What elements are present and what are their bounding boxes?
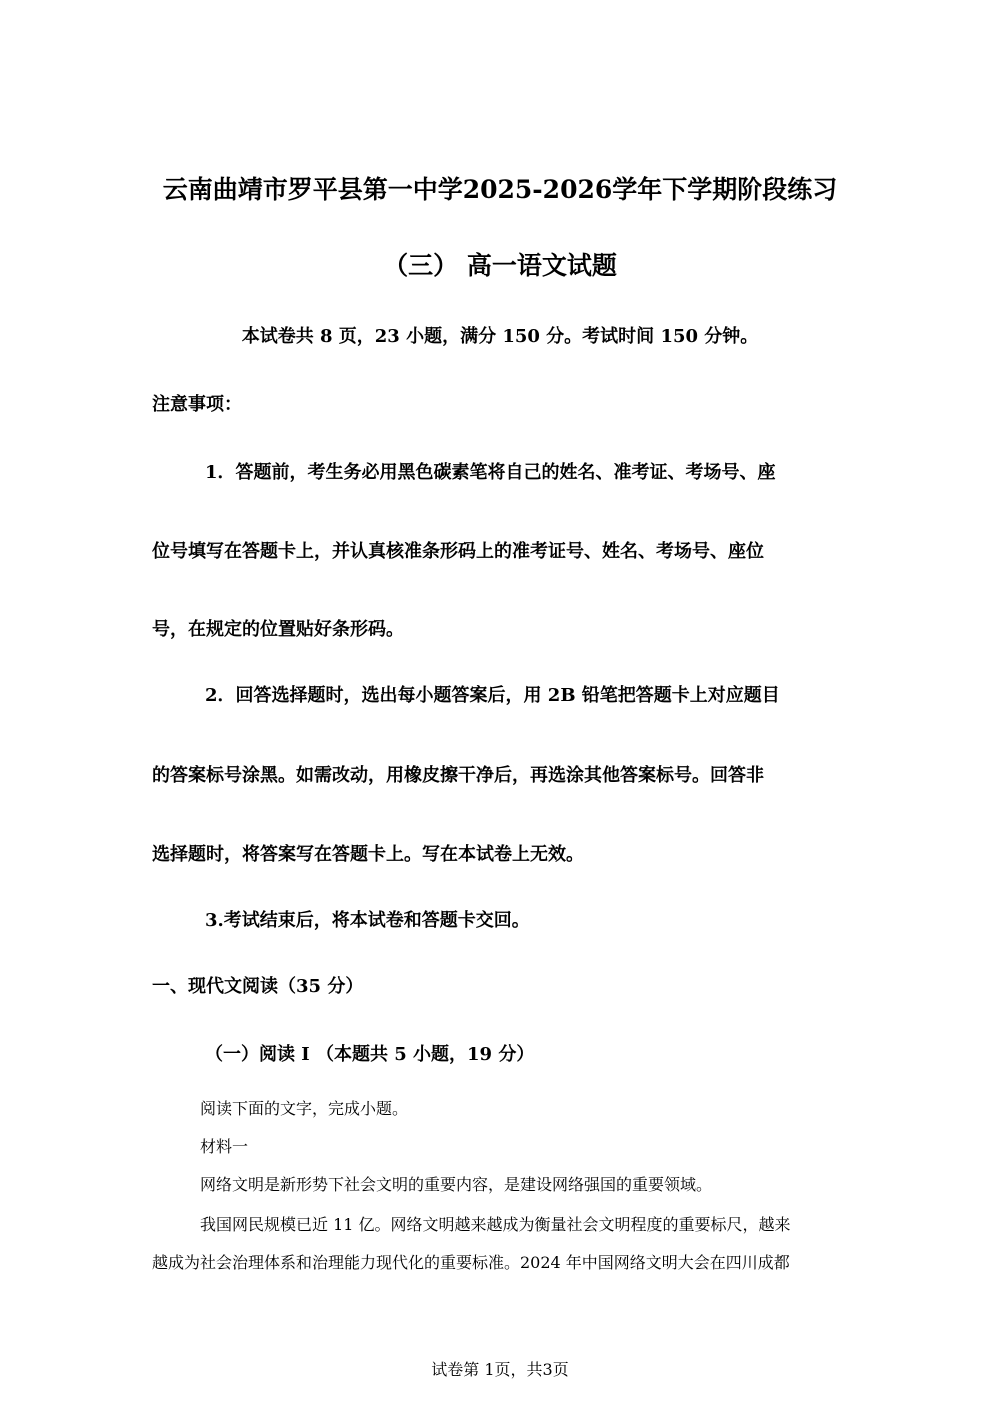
passage-line-1: 网络文明是新形势下社会文明的重要内容，是建设网络强国的重要领域。 <box>200 1175 713 1194</box>
notice-2-line-3: 选择题时，将答案写在答题卡上。写在本试卷上无效。 <box>152 844 584 865</box>
notice-2-line-2: 的答案标号涂黑。如需改动，用橡皮擦干净后，再选涂其他答案标号。回答非 <box>152 765 764 786</box>
notice-heading: 注意事项： <box>152 394 242 415</box>
notice-1-line-1: 1．答题前，考生务必用黑色碳素笔将自己的姓名、准考证、考场号、座 <box>205 462 776 483</box>
notice-3: 3.考试结束后，将本试卷和答题卡交回。 <box>205 910 530 931</box>
notice-1-line-2: 位号填写在答题卡上，并认真核准条形码上的准考证号、姓名、考场号、座位 <box>152 541 764 562</box>
passage-line-2: 我国网民规模已近 11 亿。网络文明越来越成为衡量社会文明程度的重要标尺，越来 <box>200 1215 791 1234</box>
notice-1-line-3: 号，在规定的位置贴好条形码。 <box>152 619 404 640</box>
exam-info: 本试卷共 8 页，23 小题，满分 150 分。考试时间 150 分钟。 <box>241 326 759 347</box>
page-footer: 试卷第 1页，共3页 <box>431 1360 569 1379</box>
subsection-heading-reading-1: （一）阅读 I （本题共 5 小题，19 分） <box>205 1044 535 1065</box>
exam-title-line-1: 云南曲靖市罗平县第一中学2025-2026学年下学期阶段练习 <box>162 175 838 204</box>
notice-2-line-1: 2．回答选择题时，选出每小题答案后，用 2B 铅笔把答题卡上对应题目 <box>205 685 780 706</box>
reading-instruction: 阅读下面的文字，完成小题。 <box>200 1099 409 1118</box>
passage-line-3: 越成为社会治理体系和治理能力现代化的重要标准。2024 年中国网络文明大会在四川成都 <box>152 1253 790 1272</box>
section-heading-modern-reading: 一、现代文阅读（35 分） <box>152 976 364 997</box>
material-label: 材料一 <box>200 1137 249 1156</box>
exam-title-line-2: （三） 高一语文试题 <box>383 251 617 280</box>
